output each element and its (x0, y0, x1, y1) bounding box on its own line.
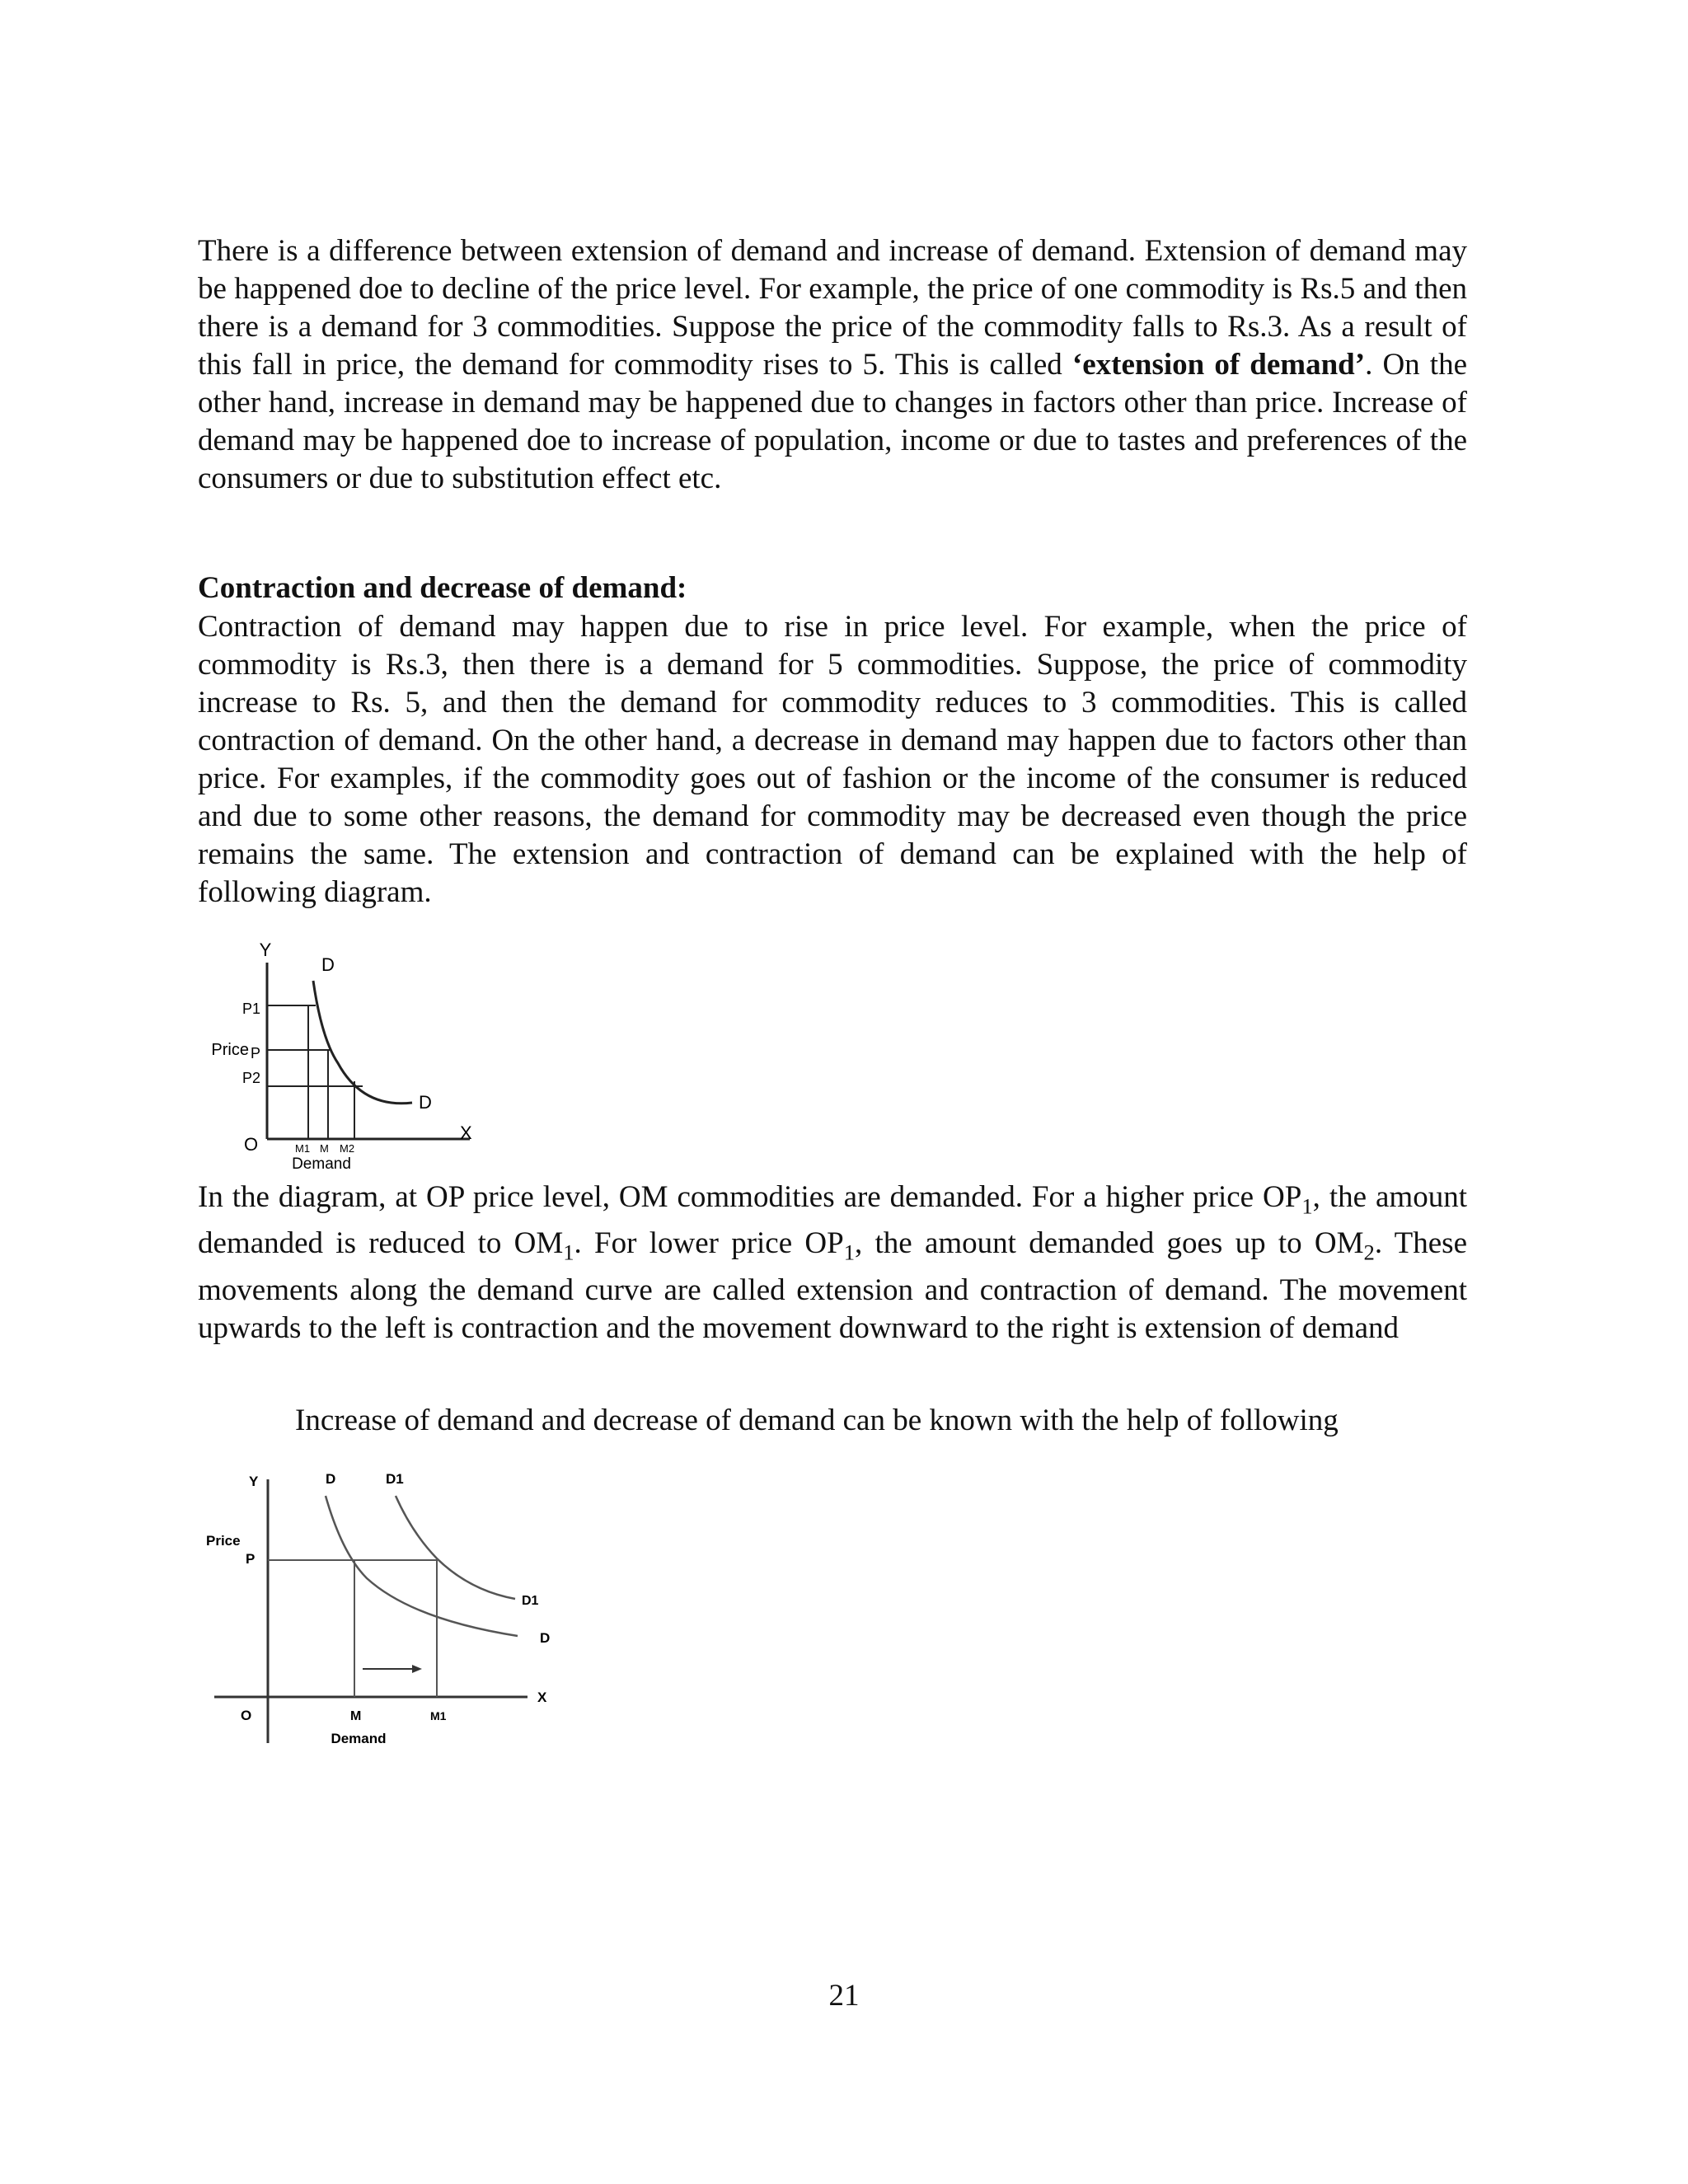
fig2-m1-label: M1 (430, 1709, 447, 1722)
increase-decrease-diagram (198, 1463, 577, 1768)
fig1-demand-label: Demand (292, 1155, 351, 1173)
fig1-m1-label: M1 (295, 1142, 311, 1155)
paragraph-1-end: . On the other hand, increase in demand may be happened due to changes in factors other than price. Increase of demand may be happened doe to increase of population, income or due to tastes and preferences of the consumers or due to substitution effect etc. (198, 348, 1467, 495)
subscript-1c: 1 (843, 1240, 856, 1265)
fig2-demand-label: Demand (331, 1731, 387, 1746)
para3-part-e: . These movements along the demand curve are called extension and contraction of demand. The movement upwards to the left is contraction and the movement downward to the right is extension of demand (198, 1226, 1467, 1345)
fig1-d-end-label: D (419, 1092, 432, 1113)
fig1-m-label: M (320, 1142, 329, 1155)
paragraph-diagram-explanation (198, 1179, 1467, 1347)
para3-part-b: , the amount demanded is reduced to OM (198, 1180, 1467, 1261)
subscript-2: 2 (1363, 1240, 1375, 1265)
subscript-1b: 1 (563, 1240, 574, 1265)
fig2-d1-top-label: D1 (386, 1471, 404, 1487)
fig2-p-label: P (246, 1551, 256, 1567)
fig1-origin-label: O (244, 1134, 259, 1155)
fig2-d-top-label: D (326, 1471, 336, 1487)
fig2-price-label: Price (206, 1533, 241, 1549)
para3-part-d: , the amount demanded goes up to OM (855, 1226, 1364, 1261)
fig2-m-label: M (350, 1709, 362, 1723)
fig1-p-label: P (250, 1045, 260, 1062)
fig1-x-label: X (460, 1122, 472, 1143)
extension-of-demand-term: ‘extension of demand’ (1071, 348, 1366, 382)
fig2-origin-label: O (241, 1708, 252, 1723)
fig1-price-label: Price (211, 1041, 249, 1059)
para3-part-c: . For lower price OP (574, 1226, 844, 1261)
fig1-p1-label: P1 (241, 1001, 260, 1017)
section-heading: Contraction and decrease of demand: (198, 571, 687, 605)
fig1-d-top-label: D (321, 954, 335, 975)
fig2-x-label: X (537, 1690, 547, 1705)
shift-arrow-head (412, 1665, 422, 1673)
fig2-y-label: Y (249, 1474, 259, 1489)
increase-decrease-intro: Increase of demand and decrease of demand can be known with the help of following (295, 1404, 1339, 1437)
fig1-p2-label: P2 (241, 1070, 260, 1086)
subscript-1a: 1 (1301, 1193, 1313, 1219)
fig1-y-label: Y (259, 940, 272, 960)
para3-part-a: In the diagram, at OP price level, OM commodities are demanded. For a higher price OP (198, 1180, 1302, 1214)
paragraph-extension-vs-increase (198, 232, 1467, 498)
fig1-m2-label: M2 (340, 1142, 355, 1155)
fig2-d-end-label: D (540, 1630, 551, 1646)
extension-contraction-diagram (198, 940, 495, 1179)
fig2-d1-end-label: D1 (522, 1594, 539, 1608)
page-number: 21 (828, 1979, 860, 2013)
demand-curve-d1 (396, 1496, 515, 1599)
paragraph-contraction: Contraction of demand may happen due to rise in price level. For example, when the price of commodity is Rs.3, then there is a demand for 5 commodities. Suppose, the price of commodity increase to Rs. 5, and then the demand for commodity reduces to 3 commodities. This is called contraction of demand. On the other hand, a decrease in demand may happen due to factors other than price. For examples, if the commodity goes out of fashion or the income of the consumer is reduced and due to some other reasons, the demand for commodity may be decreased even though the price remains the same. The extension and contraction of demand can be explained with the help of following diagram. (198, 610, 1467, 909)
paragraph-1-text: There is a difference between extension of demand and increase of demand. Extension of demand may be happened doe to decline of the price level. For example, the price of one commodity is Rs.5 and then there is a demand for 3 commodities. Suppose the price of the commodity falls to Rs.3. As a result of this fall in price, the demand for commodity rises to 5. This is called (198, 234, 1467, 382)
